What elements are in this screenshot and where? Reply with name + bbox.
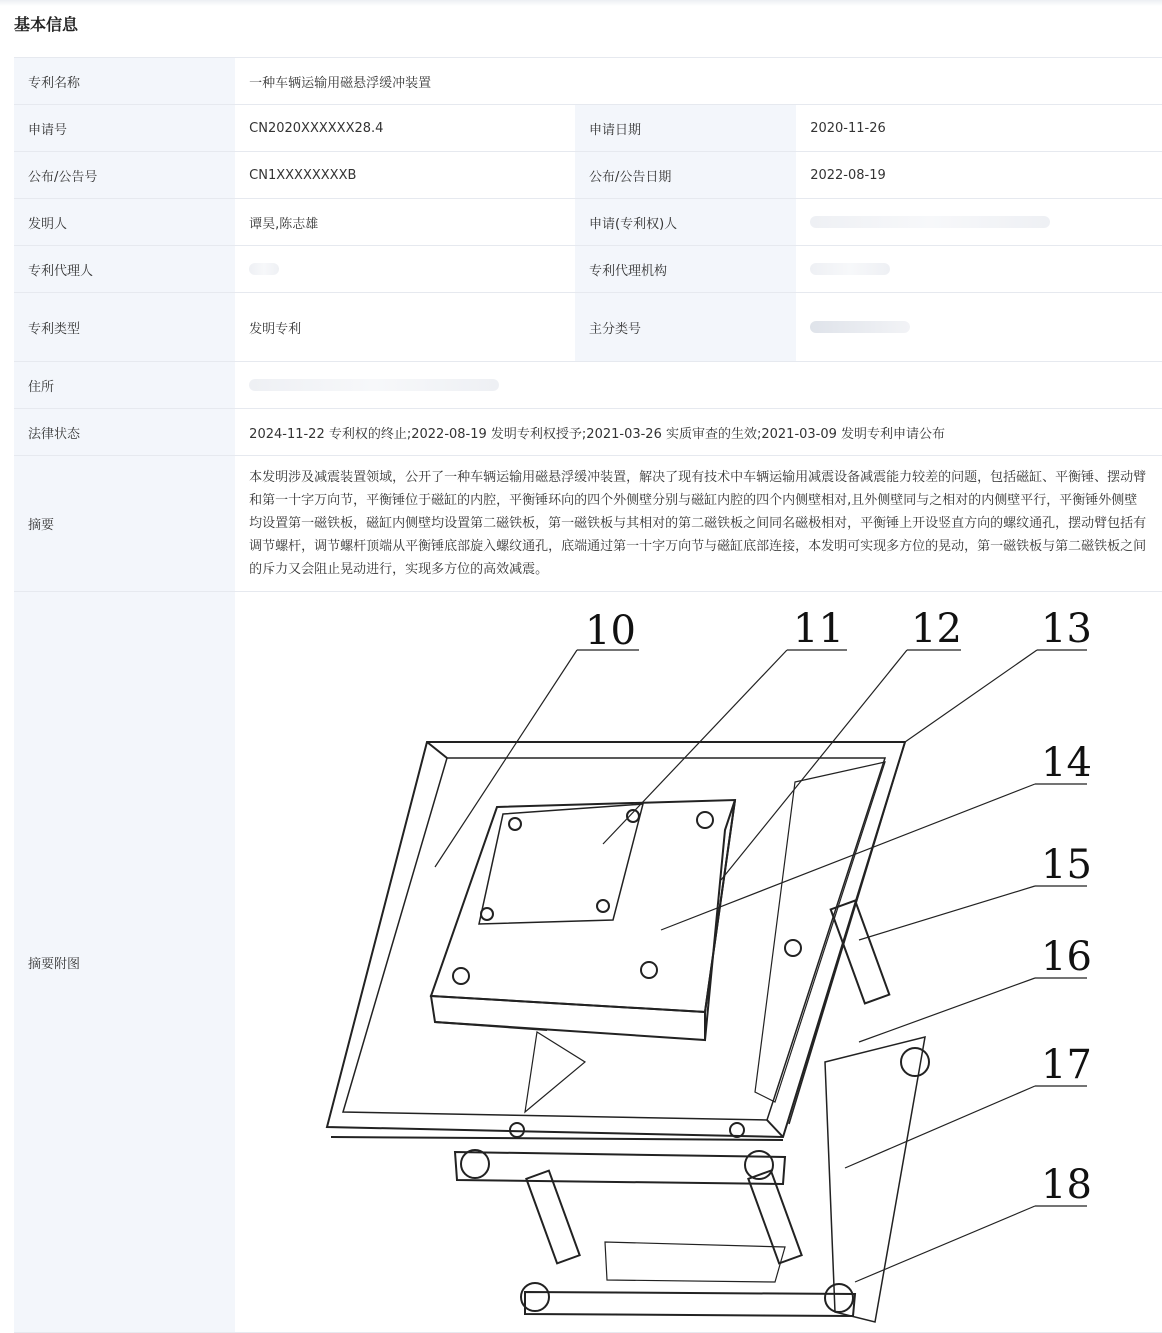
- outer-frame: [327, 742, 905, 1137]
- table-row: [14, 199, 1162, 246]
- agency-value: [796, 246, 1162, 293]
- legal-status-label: 法律状态: [14, 409, 235, 456]
- frame-edge: [767, 1120, 783, 1137]
- redacted-blur: [810, 263, 890, 275]
- figure-label: 摘要附图: [14, 592, 235, 1333]
- pub-date-label: 公布/公告日期: [575, 152, 796, 199]
- base-hole: [825, 1284, 853, 1312]
- table-row: [14, 362, 1162, 409]
- table-row: [14, 409, 1162, 456]
- leader-line: [855, 1206, 1035, 1282]
- patent-name-label: 专利名称: [14, 58, 235, 105]
- bolt-hole: [641, 962, 657, 978]
- app-date-label: 申请日期: [575, 105, 796, 152]
- redacted-blur: [249, 379, 499, 391]
- figure-cell: [235, 592, 1162, 1333]
- bolt-hole: [453, 968, 469, 984]
- table-row: [14, 58, 1162, 105]
- patent-name-value: 一种车辆运输用磁悬浮缓冲装置: [235, 58, 1162, 105]
- table-row: [14, 152, 1162, 199]
- leader-line: [603, 650, 787, 844]
- magnet-box-top: [431, 800, 735, 1012]
- agent-label: 专利代理人: [14, 246, 235, 293]
- table-row: [14, 592, 1162, 1333]
- column: [527, 1171, 580, 1264]
- frame-edge: [427, 742, 447, 758]
- pub-no-value: CN1XXXXXXXXB: [235, 152, 575, 199]
- bolt-hole: [597, 900, 609, 912]
- applicant-value: [796, 199, 1162, 246]
- legal-status-value: 2024-11-22 专利权的终止;2022-08-19 发明专利权授予;2021-03-26 实质审查的生效;2021-03-09 发明专利申请公布: [235, 409, 1162, 456]
- frame-edge: [789, 742, 905, 1124]
- base-hole: [901, 1048, 929, 1076]
- bottom-plate: [525, 1292, 855, 1316]
- leader-line: [859, 886, 1035, 940]
- callout-label: 18: [1041, 1162, 1093, 1208]
- app-no-value: CN2020XXXXXX28.4: [235, 105, 575, 152]
- address-label: 住所: [14, 362, 235, 409]
- bracket: [605, 1242, 785, 1282]
- redacted-blur: [810, 321, 910, 333]
- frame-edge: [331, 1137, 783, 1140]
- leader-line: [845, 1086, 1035, 1168]
- address-value: [235, 362, 1162, 409]
- callout-label: 14: [1041, 740, 1093, 786]
- box-edge: [435, 1022, 547, 1030]
- table-row: [14, 105, 1162, 152]
- redacted-blur: [810, 216, 1050, 228]
- inventor-label: 发明人: [14, 199, 235, 246]
- table-row: [14, 293, 1162, 362]
- callout-label: 11: [793, 606, 845, 652]
- base-hole: [461, 1150, 489, 1178]
- leader-line: [859, 978, 1035, 1042]
- leader-line: [661, 784, 1035, 930]
- magnet-box-front: [431, 996, 705, 1040]
- type-value: 发明专利: [235, 293, 575, 362]
- bolt-hole: [730, 1123, 744, 1137]
- inner-frame: [343, 758, 885, 1120]
- section-title: 基本信息: [14, 15, 79, 34]
- abstract-value: 本发明涉及减震装置领域，公开了一种车辆运输用磁悬浮缓冲装置，解决了现有技术中车辆运输用减震设备减震能力较差的问题，包括磁缸、平衡锤、摆动臂和第一十字万向节，平衡锤位于磁缸的内腔，平衡锤环向的四个外侧壁分别与磁缸内腔的四个内侧壁相对,且外侧壁同与之相对的内侧壁平行，平衡锤外侧壁均设置第一磁铁板，磁缸内侧壁均设置第二磁铁板，第一磁铁板与其相对的第二磁铁板之间同名磁极相对，平衡锤上开设竖直方向的螺纹通孔，摆动臂包括有调节螺杆，调节螺杆顶端从平衡锤底部旋入螺纹通孔，底端通过第一十字万向节与磁缸底部连接，本发明可实现多方位的晃动，第一磁铁板与第二磁铁板之间的斥力又会阻止晃动进行，实现多方位的高效减震。: [235, 456, 1162, 592]
- table-row: [14, 246, 1162, 293]
- redacted-blur: [249, 263, 279, 275]
- bolt-hole: [481, 908, 493, 920]
- bolt-hole: [509, 818, 521, 830]
- abstract-figure: [235, 592, 1151, 1328]
- patent-info-table: [14, 57, 1162, 1333]
- applicant-label: 申请(专利权)人: [575, 199, 796, 246]
- magnet-panel: [525, 1032, 585, 1112]
- side-plate: [825, 1037, 925, 1322]
- agent-value: [235, 246, 575, 293]
- agency-label: 专利代理机构: [575, 246, 796, 293]
- top-plate: [479, 804, 643, 924]
- callout-label: 16: [1041, 934, 1093, 980]
- table-row: [14, 456, 1162, 592]
- callout-label: 15: [1041, 842, 1093, 888]
- base-plate: [455, 1152, 785, 1184]
- callout-label: 13: [1041, 606, 1093, 652]
- pub-no-label: 公布/公告号: [14, 152, 235, 199]
- main-class-value: [796, 293, 1162, 362]
- inventor-value: 谭昊,陈志雄: [235, 199, 575, 246]
- type-label: 专利类型: [14, 293, 235, 362]
- leader-line: [905, 650, 1037, 742]
- app-date-value: 2020-11-26: [796, 105, 1162, 152]
- magnet-box-side: [705, 800, 735, 1040]
- top-divider: [0, 0, 1162, 6]
- callout-label: 17: [1041, 1042, 1093, 1088]
- callout-label: 12: [911, 606, 963, 652]
- bolt-hole: [697, 812, 713, 828]
- main-class-label: 主分类号: [575, 293, 796, 362]
- bolt-hole: [510, 1123, 524, 1137]
- app-no-label: 申请号: [14, 105, 235, 152]
- pub-date-value: 2022-08-19: [796, 152, 1162, 199]
- bolt-hole: [785, 940, 801, 956]
- callout-label: 10: [585, 608, 637, 654]
- abstract-label: 摘要: [14, 456, 235, 592]
